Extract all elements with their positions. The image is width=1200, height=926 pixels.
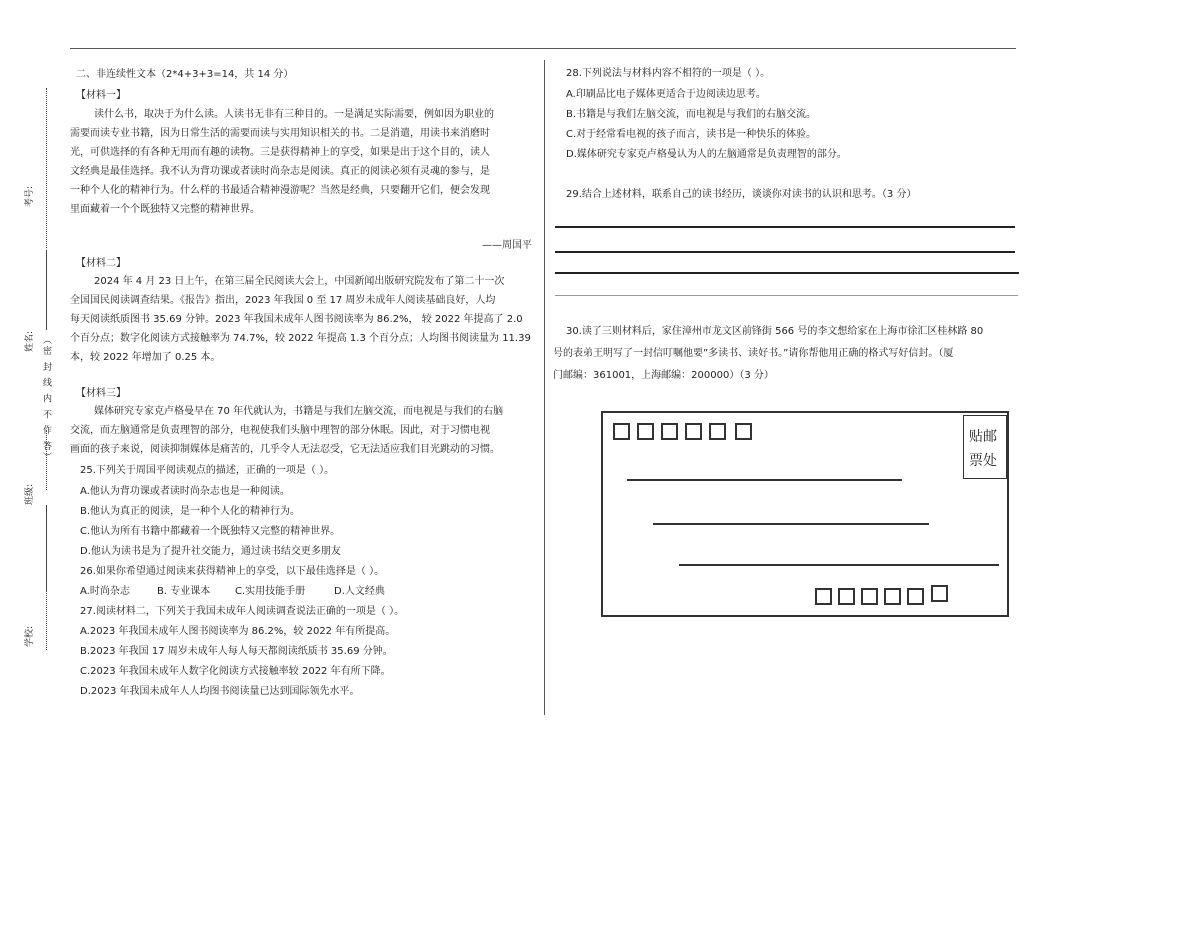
class-label: 班级: xyxy=(25,483,36,506)
postal-code-box[interactable] xyxy=(884,588,901,605)
postal-code-box[interactable] xyxy=(907,588,924,605)
material-1-line: 一种个人化的精神行为。什么样的书最适合精神漫游呢？当然是经典，只要翻开它们，便会发现 xyxy=(70,185,490,196)
question-26-option[interactable]: D.人文经典 xyxy=(334,586,385,597)
question-30-line: 门邮编：361001，上海邮编：200000）（3 分） xyxy=(553,370,774,381)
question-26-option[interactable]: C.实用技能手册 xyxy=(235,586,306,597)
postal-code-box[interactable] xyxy=(838,588,855,605)
section-separator xyxy=(555,295,1018,296)
question-28-stem: 28.下列说法与材料内容不相符的一项是（ ）。 xyxy=(566,68,771,79)
name-label: 姓名: xyxy=(25,330,36,353)
material-2-line: 每天阅读纸质图书 35.69 分钟。2023 年我国未成年人图书阅读率为 86.2%， 较 2022 年提高了 2.0 xyxy=(70,314,523,325)
stamp-label: 贴邮 xyxy=(969,429,997,445)
material-3-line: 交流，而左脑通常是负责理智的部分，电视使我们头脑中理智的部分休眠。因此，对于习惯电视 xyxy=(70,425,490,436)
postal-code-box[interactable] xyxy=(637,423,654,440)
material-2-line: 本，较 2022 年增加了 0.25 本。 xyxy=(70,352,221,363)
postal-code-box[interactable] xyxy=(685,423,702,440)
material-1-line: 文经典是最佳选择。我不认为背功课或者读时尚杂志是阅读。真正的阅读必须有灵魂的参与，是 xyxy=(70,166,490,177)
exam-no-field xyxy=(46,250,47,330)
question-25-option[interactable]: C.他认为所有书籍中都藏着一个既独特又完整的精神世界。 xyxy=(80,526,341,537)
material-1-author: ——周国平 xyxy=(482,240,532,251)
material-1-line: 里面藏着一个个既独特又完整的精神世界。 xyxy=(70,204,260,215)
postal-code-box[interactable] xyxy=(815,588,832,605)
question-25-stem: 25.下列关于周国平阅读观点的描述，正确的一项是（ ）。 xyxy=(80,465,335,476)
material-1-line: 读什么书，取决于为什么读。人读书无非有三种目的。一是满足实际需要，例如因为职业的 xyxy=(94,109,494,120)
sender-address-line[interactable] xyxy=(679,564,999,566)
question-30-line: 30.读了三则材料后，家住漳州市龙文区前锋街 566 号的李文想给家在上海市徐汇区桂林路 80 xyxy=(566,326,984,337)
question-26-stem: 26.如果你希望通过阅读来获得精神上的享受，以下最佳选择是（ ）。 xyxy=(80,566,385,577)
question-27-stem: 27.阅读材料二，下列关于我国未成年人阅读调查说法正确的一项是（ ）。 xyxy=(80,606,405,617)
question-28-option[interactable]: D.媒体研究专家克卢格曼认为人的左脑通常是负责理智的部分。 xyxy=(566,149,847,160)
material-2-line: 全国国民阅读调查结果。《报告》指出，2023 年我国 0 至 17 周岁未成年人阅读基础良好，人均 xyxy=(70,295,496,306)
class-field xyxy=(46,505,47,590)
material-2-title: 【材料二】 xyxy=(76,258,126,269)
answer-line[interactable] xyxy=(555,226,1015,228)
stamp-label: 票处 xyxy=(969,453,997,469)
postal-code-box[interactable] xyxy=(709,423,726,440)
question-26-option[interactable]: B. 专业课本 xyxy=(157,586,211,597)
material-1-title: 【材料一】 xyxy=(76,90,126,101)
question-28-option[interactable]: B.书籍是与我们左脑交流，而电视是与我们的右脑交流。 xyxy=(566,109,817,120)
material-3-line: 画面的孩子来说，阅读抑制媒体是痛苦的，几乎令人无法忍受，它无法适应我们目光跳动的习惯。 xyxy=(70,444,500,455)
postal-code-box[interactable] xyxy=(735,423,752,440)
answer-line[interactable] xyxy=(555,272,1019,274)
material-3-line: 媒体研究专家克卢格曼早在 70 年代就认为，书籍是与我们左脑交流，而电视是与我们的右脑 xyxy=(94,406,504,417)
question-25-option[interactable]: B.他认为真正的阅读，是一种个人化的精神行为。 xyxy=(80,506,301,517)
question-28-option[interactable]: A.印刷品比电子媒体更适合于边阅读边思考。 xyxy=(566,89,766,100)
question-25-option[interactable]: D.他认为读书是为了提升社交能力，通过读书结交更多朋友 xyxy=(80,546,341,557)
dotted-line-3 xyxy=(46,590,47,650)
question-28-option[interactable]: C.对于经常看电视的孩子而言，读书是一种快乐的体验。 xyxy=(566,129,817,140)
school-label: 学校: xyxy=(25,625,36,648)
material-2-line: 个百分点；数字化阅读方式接触率为 74.7%，较 2022 年提高 1.3 个百分点；人均图书阅读量为 11.39 xyxy=(70,333,531,344)
postal-code-box[interactable] xyxy=(613,423,630,440)
stamp-area xyxy=(963,415,1007,479)
dotted-line-1 xyxy=(46,88,47,248)
envelope xyxy=(601,411,1009,617)
question-26-option[interactable]: A.时尚杂志 xyxy=(80,586,130,597)
material-2-line: 2024 年 4 月 23 日上午，在第三届全民阅读大会上，中国新闻出版研究院发布了第二十一次 xyxy=(94,276,505,287)
material-1-line: 光，可供选择的有各种无用而有趣的读物。三是获得精神上的享受，如果是出于这个目的，读人 xyxy=(70,147,490,158)
question-25-option[interactable]: A.他认为背功课或者读时尚杂志也是一种阅读。 xyxy=(80,486,290,497)
question-30-line: 号的表弟王明写了一封信叮嘱他要”多读书、读好书。”请你帮他用正确的格式写好信封。（厦 xyxy=(553,348,954,359)
column-divider xyxy=(544,60,545,715)
material-3-title: 【材料三】 xyxy=(76,388,126,399)
section-title: 二、非连续性文本（2*4+3+3=14，共 14 分） xyxy=(76,69,294,80)
recipient-name-line[interactable] xyxy=(653,523,929,525)
postal-code-box[interactable] xyxy=(861,588,878,605)
material-1-line: 需要而读专业书籍，因为日常生活的需要而读与实用知识相关的书。二是消遣，用读书来消磨时 xyxy=(70,128,490,139)
question-27-option[interactable]: B.2023 年我国 17 周岁未成年人每人每天都阅读纸质书 35.69 分钟。 xyxy=(80,646,393,657)
recipient-address-line[interactable] xyxy=(627,479,902,481)
dotted-line-2 xyxy=(46,430,47,490)
question-29-stem: 29.结合上述材料，联系自己的读书经历，谈谈你对读书的认识和思考。（3 分） xyxy=(566,189,917,200)
seal-notice: （密 封 线 内 不 作 答） xyxy=(41,335,51,464)
postal-code-box[interactable] xyxy=(931,585,948,602)
question-27-option[interactable]: C.2023 年我国未成年人数字化阅读方式接触率较 2022 年有所下降。 xyxy=(80,666,391,677)
postal-code-box[interactable] xyxy=(661,423,678,440)
question-27-option[interactable]: A.2023 年我国未成年人图书阅读率为 86.2%，较 2022 年有所提高。 xyxy=(80,626,396,637)
exam-no-label: 考号: xyxy=(25,185,36,208)
question-27-option[interactable]: D.2023 年我国未成年人人均图书阅读量已达到国际领先水平。 xyxy=(80,686,360,697)
answer-line[interactable] xyxy=(555,251,1015,253)
top-rule xyxy=(70,48,1016,49)
